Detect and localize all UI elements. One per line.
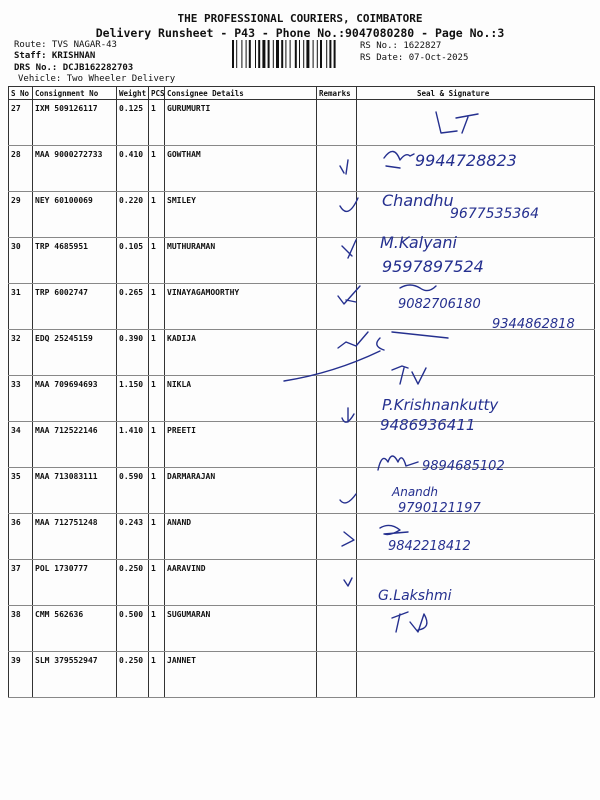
consignment-cell: TRP 4685951 bbox=[33, 238, 117, 284]
remarks-cell bbox=[317, 468, 357, 514]
rs-date: RS Date: 07-Oct-2025 bbox=[360, 53, 469, 63]
weight-cell: 0.125 bbox=[117, 100, 149, 146]
consignment-cell: CMM 562636 bbox=[33, 606, 117, 652]
col-header-weight: Weight bbox=[117, 87, 149, 100]
table-row bbox=[9, 238, 595, 284]
signature-cell bbox=[357, 606, 595, 652]
pcs-cell: 1 bbox=[149, 606, 165, 652]
weight-cell: 0.390 bbox=[117, 330, 149, 376]
sno-cell: 36 bbox=[9, 514, 33, 560]
remarks-cell bbox=[317, 284, 357, 330]
consignee-cell: PREETI bbox=[165, 422, 317, 468]
barcode-bar bbox=[276, 40, 279, 68]
col-header-pcs: PCS bbox=[149, 87, 165, 100]
handwritten-name-row-38: G.Lakshmi bbox=[378, 588, 452, 604]
signature-cell bbox=[357, 238, 595, 284]
signature-cell bbox=[357, 514, 595, 560]
weight-cell: 0.243 bbox=[117, 514, 149, 560]
pcs-cell: 1 bbox=[149, 468, 165, 514]
remarks-cell bbox=[317, 376, 357, 422]
weight-cell: 0.220 bbox=[117, 192, 149, 238]
sno-cell: 34 bbox=[9, 422, 33, 468]
sno-cell: 38 bbox=[9, 606, 33, 652]
pcs-cell: 1 bbox=[149, 376, 165, 422]
pcs-cell: 1 bbox=[149, 422, 165, 468]
remarks-cell bbox=[317, 652, 357, 698]
col-header-consignment: Consignment No bbox=[33, 87, 117, 100]
signature-cell bbox=[357, 146, 595, 192]
consignee-cell: GOWTHAM bbox=[165, 146, 317, 192]
handwritten-phone-row-28: 9944728823 bbox=[415, 151, 517, 170]
company-name: THE PROFESSIONAL COURIERS, COIMBATORE bbox=[177, 12, 423, 25]
table-row bbox=[9, 192, 595, 238]
barcode-bar bbox=[299, 40, 300, 68]
weight-cell: 0.250 bbox=[117, 652, 149, 698]
consignment-cell: MAA 712522146 bbox=[33, 422, 117, 468]
handwritten-phone-row-37: 9842218412 bbox=[388, 539, 471, 554]
handwritten-phone-row-35: 9894685102 bbox=[422, 459, 505, 474]
pcs-cell: 1 bbox=[149, 560, 165, 606]
consignee-cell: KADIJA bbox=[165, 330, 317, 376]
remarks-cell bbox=[317, 192, 357, 238]
weight-cell: 0.590 bbox=[117, 468, 149, 514]
staff-text: Staff: KRISHNAN bbox=[14, 51, 96, 61]
runsheet-table bbox=[8, 86, 595, 698]
sno-cell: 35 bbox=[9, 468, 33, 514]
drs-number: DRS No.: DCJB162282703 bbox=[14, 63, 134, 73]
barcode-bar bbox=[306, 40, 309, 68]
route-text: Route: TVS NAGAR-43 bbox=[14, 40, 117, 50]
barcode-bar bbox=[295, 40, 297, 68]
barcode-bar bbox=[290, 40, 291, 68]
barcode-bar bbox=[334, 40, 336, 68]
barcode-bar bbox=[268, 40, 270, 68]
consignment-cell: TRP 6002747 bbox=[33, 284, 117, 330]
weight-cell: 0.265 bbox=[117, 284, 149, 330]
consignee-cell: ANAND bbox=[165, 514, 317, 560]
runsheet-rows bbox=[9, 100, 595, 698]
table-row bbox=[9, 514, 595, 560]
weight-cell: 0.250 bbox=[117, 560, 149, 606]
barcode-image bbox=[232, 40, 354, 68]
pcs-cell: 1 bbox=[149, 192, 165, 238]
remarks-cell bbox=[317, 560, 357, 606]
consignment-cell: POL 1730777 bbox=[33, 560, 117, 606]
signature-cell bbox=[357, 330, 595, 376]
consignee-cell: JANNET bbox=[165, 652, 317, 698]
consignment-cell: NEY 60100069 bbox=[33, 192, 117, 238]
sno-cell: 29 bbox=[9, 192, 33, 238]
consignment-cell: MAA 9000272733 bbox=[33, 146, 117, 192]
rs-number: RS No.: 1622827 bbox=[360, 41, 442, 51]
barcode-bar bbox=[317, 40, 318, 68]
consignment-cell: MAA 713083111 bbox=[33, 468, 117, 514]
sno-cell: 27 bbox=[9, 100, 33, 146]
pcs-cell: 1 bbox=[149, 146, 165, 192]
pcs-cell: 1 bbox=[149, 652, 165, 698]
signature-cell bbox=[357, 376, 595, 422]
remarks-cell bbox=[317, 146, 357, 192]
sno-cell: 32 bbox=[9, 330, 33, 376]
table-row bbox=[9, 606, 595, 652]
consignee-cell: VINAYAGAMOORTHY bbox=[165, 284, 317, 330]
signature-cell bbox=[357, 192, 595, 238]
pcs-cell: 1 bbox=[149, 238, 165, 284]
handwritten-name-row-36: Anandh bbox=[392, 485, 438, 499]
barcode-bar bbox=[236, 40, 237, 68]
barcode-bar bbox=[326, 40, 327, 68]
sno-cell: 28 bbox=[9, 146, 33, 192]
signature-cell bbox=[357, 560, 595, 606]
handwritten-phone-row-32: 9344862818 bbox=[492, 317, 575, 332]
remarks-cell bbox=[317, 514, 357, 560]
barcode-bar bbox=[281, 40, 283, 68]
barcode-bar bbox=[232, 40, 234, 68]
barcode-bar bbox=[313, 40, 314, 68]
remarks-cell bbox=[317, 100, 357, 146]
consignee-cell: SUGUMARAN bbox=[165, 606, 317, 652]
col-header-signature: Seal & Signature bbox=[357, 87, 595, 100]
weight-cell: 0.500 bbox=[117, 606, 149, 652]
handwritten-name-row-30: M.Kalyani bbox=[380, 233, 457, 252]
table-row bbox=[9, 560, 595, 606]
handwritten-name-row-29: Chandhu bbox=[382, 191, 454, 210]
consignee-cell: NIKLA bbox=[165, 376, 317, 422]
pcs-cell: 1 bbox=[149, 330, 165, 376]
remarks-cell bbox=[317, 606, 357, 652]
barcode-bar bbox=[246, 40, 247, 68]
remarks-cell bbox=[317, 330, 357, 376]
consignee-cell: AARAVIND bbox=[165, 560, 317, 606]
consignment-cell: SLM 379552947 bbox=[33, 652, 117, 698]
signature-cell bbox=[357, 652, 595, 698]
barcode-bar bbox=[249, 40, 251, 68]
sno-cell: 31 bbox=[9, 284, 33, 330]
sno-cell: 39 bbox=[9, 652, 33, 698]
table-row bbox=[9, 284, 595, 330]
table-row bbox=[9, 422, 595, 468]
pcs-cell: 1 bbox=[149, 284, 165, 330]
weight-cell: 1.150 bbox=[117, 376, 149, 422]
remarks-cell bbox=[317, 238, 357, 284]
handwritten-name-row-34: P.Krishnankutty bbox=[382, 396, 499, 414]
sno-cell: 37 bbox=[9, 560, 33, 606]
barcode-bar bbox=[262, 40, 265, 68]
consignee-cell: GURUMURTI bbox=[165, 100, 317, 146]
handwritten-phone-row-30: 9597897524 bbox=[382, 257, 484, 276]
table-row bbox=[9, 146, 595, 192]
col-header-sno: S No bbox=[9, 87, 33, 100]
runsheet-title: Delivery Runsheet - P43 - Phone No.:9047080280 - Page No.:3 bbox=[95, 26, 505, 40]
sno-cell: 30 bbox=[9, 238, 33, 284]
barcode-bar bbox=[320, 40, 322, 68]
table-row bbox=[9, 652, 595, 698]
barcode-bar bbox=[285, 40, 286, 68]
consignment-cell: MAA 712751248 bbox=[33, 514, 117, 560]
consignment-cell: MAA 709694693 bbox=[33, 376, 117, 422]
vehicle-text: Vehicle: Two Wheeler Delivery bbox=[18, 74, 176, 84]
table-header-row bbox=[9, 87, 595, 100]
pcs-cell: 1 bbox=[149, 514, 165, 560]
weight-cell: 0.105 bbox=[117, 238, 149, 284]
table-row bbox=[9, 468, 595, 514]
handwritten-phone-row-29: 9677535364 bbox=[450, 206, 540, 222]
sno-cell: 33 bbox=[9, 376, 33, 422]
consignment-cell: EDQ 25245159 bbox=[33, 330, 117, 376]
col-header-remarks: Remarks bbox=[317, 87, 357, 100]
handwritten-phone-row-34: 9486936411 bbox=[380, 416, 476, 434]
remarks-cell bbox=[317, 422, 357, 468]
table-row bbox=[9, 376, 595, 422]
table-row bbox=[9, 330, 595, 376]
signature-cell bbox=[357, 422, 595, 468]
table-row bbox=[9, 100, 595, 146]
weight-cell: 0.410 bbox=[117, 146, 149, 192]
signature-cell bbox=[357, 100, 595, 146]
consignee-cell: DARMARAJAN bbox=[165, 468, 317, 514]
handwritten-phone-row-31: 9082706180 bbox=[398, 297, 481, 312]
handwritten-phone-row-36: 9790121197 bbox=[398, 501, 481, 516]
consignee-cell: MUTHURAMAN bbox=[165, 238, 317, 284]
signature-cell bbox=[357, 284, 595, 330]
col-header-consignee: Consignee Details bbox=[165, 87, 317, 100]
barcode-bar bbox=[273, 40, 274, 68]
barcode-bar bbox=[329, 40, 331, 68]
consignee-cell: SMILEY bbox=[165, 192, 317, 238]
pcs-cell: 1 bbox=[149, 100, 165, 146]
barcode-bar bbox=[241, 40, 242, 68]
consignment-cell: IXM 509126117 bbox=[33, 100, 117, 146]
weight-cell: 1.410 bbox=[117, 422, 149, 468]
barcode-bar bbox=[258, 40, 260, 68]
signature-cell bbox=[357, 468, 595, 514]
barcode-bar bbox=[303, 40, 304, 68]
barcode-bar bbox=[255, 40, 256, 68]
